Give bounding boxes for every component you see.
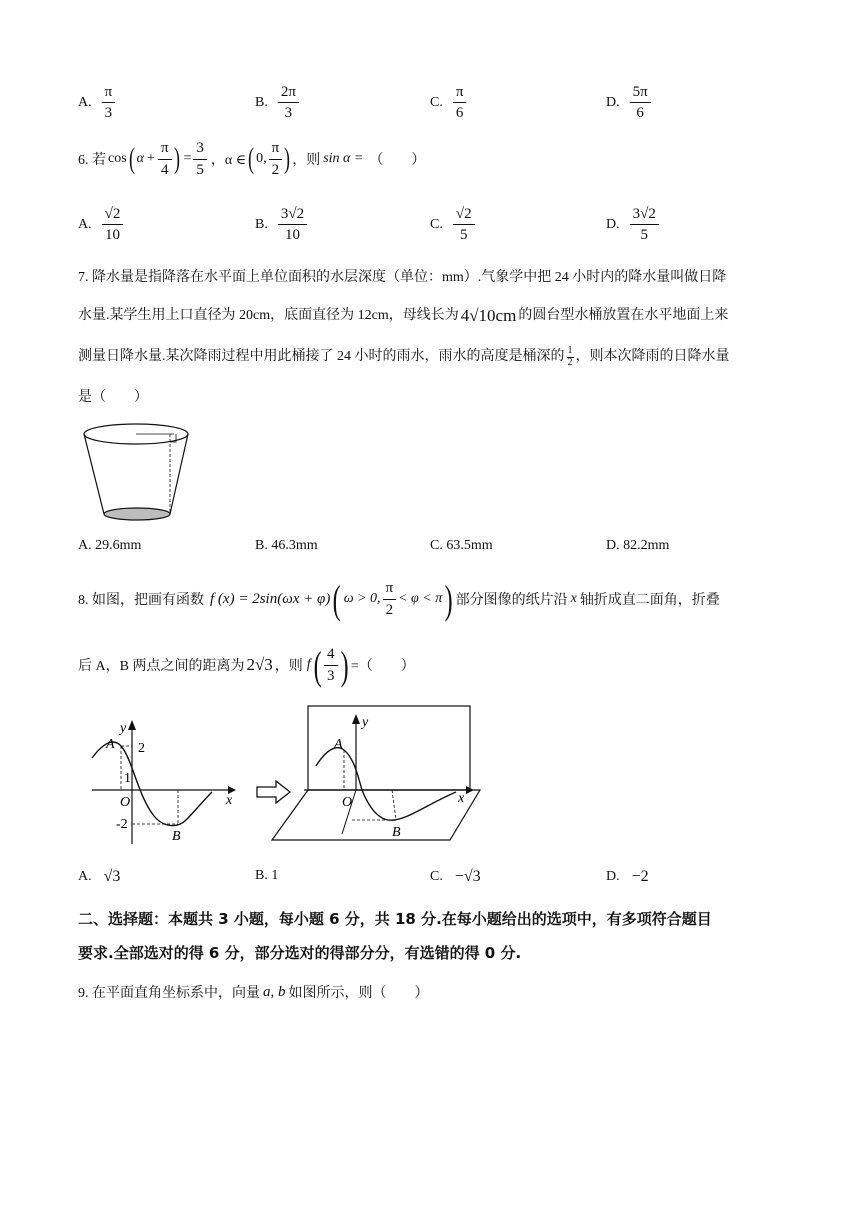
fraction: $\frac{1}{2}$ <box>567 345 573 368</box>
q6-option-b[interactable]: B. $\frac{3√2}{10}$ <box>255 204 307 246</box>
q8-option-b[interactable]: B. 1 <box>255 868 279 883</box>
q8-option-a[interactable]: A. √3 <box>78 868 121 885</box>
section-2-heading-line-2: 要求.全部选对的得 6 分，部分选对的得部分分，有选错的得 0 分. <box>78 944 522 962</box>
sine-curve <box>92 742 212 826</box>
q7-line-1: 7. 降水量是指降落在水平面上单位面积的水层深度（单位：mm）.气象学中把 24 小时内的降水量叫做日降 <box>78 270 727 285</box>
y-axis-arrow <box>128 720 136 730</box>
q5-option-d[interactable]: D. $\frac{5\pi}{6}$ <box>606 82 651 124</box>
fraction: $\frac{5\pi}{6}$ <box>630 82 651 124</box>
bucket-left-generatrix <box>84 434 104 514</box>
bucket-right-generatrix <box>170 434 188 514</box>
section-2-heading-line-1: 二、选择题：本题共 3 小题，每小题 6 分，共 18 分.在每小题给出的选项中，有多项符合题目 <box>78 910 712 928</box>
fold-y-label: y <box>362 715 369 730</box>
fold-point-b-label: B <box>392 825 401 840</box>
q7-line-3: 测量日降水量.某次降雨过程中用此桶接了 24 小时的雨水，雨水的高度是桶深的 $\frac{1}{2}$ ，则本次降雨的日降水量 <box>78 345 730 368</box>
vertical-plane <box>308 706 470 790</box>
x-label: x <box>226 793 233 808</box>
q8-line-2: 后 A，B 两点之间的距离为 2√3 ，则 f ( $\frac{4}{3}$ ) =（ ） <box>78 642 415 688</box>
q9-stem: 9. 在平面直角坐标系中，向量 a, b 如图所示，则（ ） <box>78 983 429 1001</box>
fraction: $\frac{3}{5}$ <box>193 138 207 180</box>
q5-option-a[interactable]: A. $\frac{\pi}{3}$ <box>78 82 115 124</box>
curve-upper-part <box>316 748 362 790</box>
fraction: $\frac{\pi}{4}$ <box>158 138 172 180</box>
tick-2-label: 2 <box>138 741 145 756</box>
q7-option-c[interactable]: C. 63.5mm <box>430 538 493 553</box>
q8-option-d[interactable]: D. −2 <box>606 868 649 885</box>
point-b-label: B <box>172 829 181 844</box>
horizontal-plane <box>272 790 480 840</box>
bucket-figure <box>80 420 192 528</box>
q7-option-b[interactable]: B. 46.3mm <box>255 538 318 553</box>
fold-guide-b <box>392 790 396 820</box>
q5-option-c[interactable]: C. $\frac{\pi}{6}$ <box>430 82 466 124</box>
q7-line-2: 水量.某学生用上口直径为 20cm，底面直径为 12cm，母线长为 4√10cm 的圆台型水桶放置在水平地面上来 <box>78 306 729 325</box>
q8-option-c[interactable]: C. −√3 <box>430 868 481 885</box>
fraction: $\frac{2\pi}{3}$ <box>278 82 299 124</box>
q6-option-c[interactable]: C. $\frac{√2}{5}$ <box>430 204 475 246</box>
fraction: $\frac{√2}{10}$ <box>102 204 124 246</box>
folded-paper-figure <box>268 702 492 846</box>
fraction: $\frac{\pi}{3}$ <box>102 82 116 124</box>
fraction: $\frac{3√2}{5}$ <box>630 204 659 246</box>
q6-stem: 6. 若 cos ( α + $\frac{\pi}{4}$ ) = $\frac{3}{5}$ ，α ∈ ( 0, $\frac{\pi}{2}$ ) ，则 sin α = （ ） <box>78 136 425 182</box>
q6-option-d[interactable]: D. $\frac{3√2}{5}$ <box>606 204 659 246</box>
q5-options <box>0 82 860 126</box>
y-label: y <box>120 721 127 736</box>
curve-lower-part <box>362 790 456 820</box>
tick-1-label: 1 <box>124 771 131 786</box>
fold-x-label: x <box>458 791 465 806</box>
q7-option-a[interactable]: A. 29.6mm <box>78 538 142 553</box>
q6-option-a[interactable]: A. $\frac{√2}{10}$ <box>78 204 123 246</box>
fraction: $\frac{3√2}{10}$ <box>278 204 307 246</box>
q6-options <box>0 204 860 250</box>
bucket-bottom <box>104 508 170 520</box>
fold-origin-label: O <box>342 795 353 810</box>
q8-options <box>0 868 860 892</box>
fold-y-arrow <box>352 714 360 724</box>
vector-a-b: a, b <box>263 983 286 1000</box>
fraction: $\frac{√2}{5}$ <box>453 204 475 246</box>
origin-label: O <box>120 795 131 810</box>
q7-option-d[interactable]: D. 82.2mm <box>606 538 670 553</box>
fraction: $\frac{\pi}{6}$ <box>453 82 467 124</box>
fraction: $\frac{\pi}{2}$ <box>383 578 397 620</box>
q5-option-b[interactable]: B. $\frac{2\pi}{3}$ <box>255 82 299 124</box>
tick-neg2-label: -2 <box>116 817 128 832</box>
q7-options <box>0 538 860 558</box>
fraction: $\frac{4}{3}$ <box>324 644 338 686</box>
q8-line-1: 8. 如图，把画有函数 f (x) = 2sin(ωx + φ) ( ω > 0, $\frac{\pi}{2}$ < φ < π ) 部分图像的纸片沿 x 轴折成直二面角，折叠 <box>78 576 720 622</box>
sine-graph-figure <box>86 716 236 846</box>
fraction: $\frac{\pi}{2}$ <box>269 138 283 180</box>
point-a-label: A <box>106 737 115 752</box>
fold-point-a-label: A <box>334 737 343 752</box>
q7-line-4: 是（ ） <box>78 390 148 405</box>
